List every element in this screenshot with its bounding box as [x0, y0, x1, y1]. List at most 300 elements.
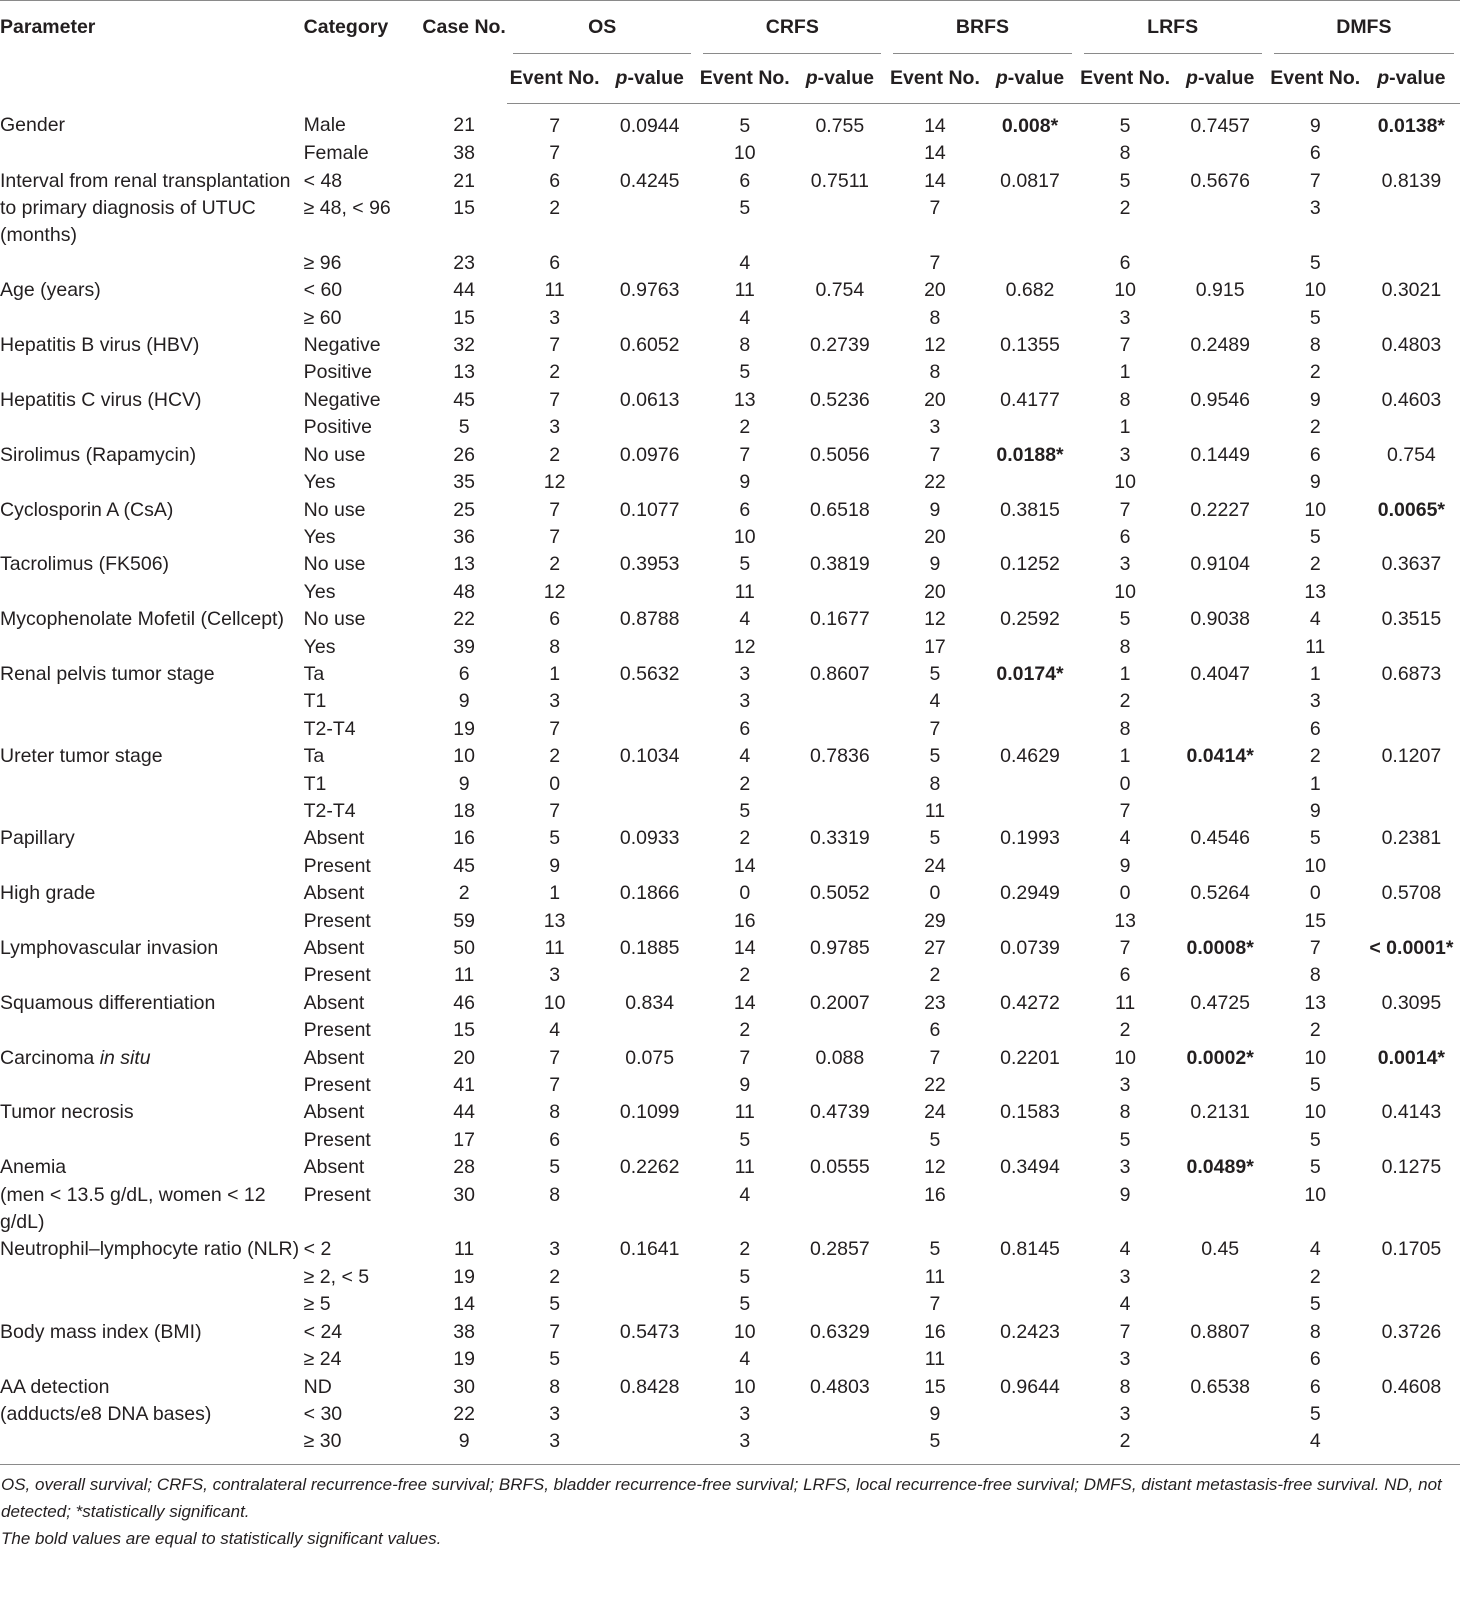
- table-row: [0, 277, 1460, 304]
- cell-brfs-p-value: [982, 195, 1077, 250]
- cell-dmfs-p-value: 0.4603: [1381, 388, 1442, 411]
- cell-dmfs-event-no: 2: [1309, 745, 1321, 768]
- cell-category: Ta: [303, 745, 325, 768]
- cell-crfs-p-value: [792, 1127, 887, 1154]
- table-row: [0, 1045, 1460, 1072]
- cell-os-p-value: 0.4245: [619, 169, 680, 192]
- cell-brfs-event-no: 12: [924, 608, 946, 631]
- cell-dmfs-p-value: 0.1705: [1381, 1238, 1442, 1261]
- cell-dmfs-event-no: 6: [1309, 443, 1321, 466]
- cell-brfs-event-no: 8: [929, 306, 941, 329]
- cell-parameter: [0, 140, 304, 167]
- cell-os-p-value: 0.0933: [619, 827, 680, 850]
- cell-os-event-no: 7: [549, 334, 561, 357]
- footnote-abbreviations: OS, overall survival; CRFS, contralateral recurrence-free survival; BRFS, bladder recurrence-free survival; LRFS, local recurrence-free survival; DMFS, distant metastasis-free survival. ND, not detected; *statistically significant.: [1, 1474, 1442, 1521]
- table-row: [0, 962, 1460, 989]
- cell-os-event-no: 8: [549, 1183, 561, 1206]
- cell-parameter: [0, 634, 304, 661]
- cell-brfs-p-value: [982, 1291, 1077, 1318]
- cell-crfs-p-value: 0.4803: [810, 1375, 870, 1398]
- cell-dmfs-p-value: 0.754: [1386, 443, 1436, 466]
- cell-category: Female: [303, 142, 369, 165]
- cell-lrfs-p-value: [1173, 771, 1268, 798]
- cell-lrfs-p-value: 0.0414*: [1186, 745, 1254, 768]
- cell-brfs-p-value: 0.4272: [1000, 991, 1060, 1014]
- cell-case-no: 20: [453, 1046, 475, 1069]
- cell-brfs-event-no: 5: [929, 1238, 941, 1261]
- cell-case-no: 30: [453, 1183, 475, 1206]
- table-row: [0, 469, 1460, 496]
- cell-crfs-p-value: [792, 853, 887, 880]
- cell-os-event-no: 8: [549, 635, 561, 658]
- cell-dmfs-p-value: 0.3021: [1381, 279, 1442, 302]
- cell-os-p-value: [602, 359, 697, 386]
- cell-lrfs-p-value: [1173, 579, 1268, 606]
- cell-dmfs-event-no: 1: [1309, 772, 1321, 795]
- cell-category: Absent: [303, 1101, 365, 1124]
- cell-brfs-p-value: [982, 1182, 1077, 1237]
- cell-brfs-p-value: 0.0188*: [996, 443, 1064, 466]
- table-row: [0, 853, 1460, 880]
- cell-brfs-event-no: 7: [929, 251, 941, 274]
- cell-lrfs-p-value: 0.4546: [1190, 827, 1250, 850]
- cell-brfs-p-value: 0.0174*: [996, 662, 1064, 685]
- cell-os-p-value: [602, 634, 697, 661]
- cell-crfs-p-value: [792, 1017, 887, 1044]
- table-row: [0, 103, 1460, 140]
- cell-category: No use: [303, 443, 366, 466]
- cell-crfs-p-value: 0.2007: [810, 991, 870, 1014]
- cell-lrfs-p-value: 0.45: [1201, 1238, 1240, 1261]
- cell-lrfs-p-value: 0.1449: [1190, 443, 1250, 466]
- cell-parameter: [0, 1017, 304, 1044]
- cell-dmfs-p-value: 0.6873: [1381, 662, 1442, 685]
- cell-crfs-p-value: 0.3819: [810, 553, 870, 576]
- cell-crfs-event-no: 4: [739, 306, 751, 329]
- cell-lrfs-event-no: 0: [1119, 882, 1131, 905]
- cell-dmfs-event-no: 8: [1309, 1320, 1321, 1343]
- cell-parameter: [0, 1291, 304, 1318]
- cell-lrfs-p-value: [1173, 140, 1268, 167]
- cell-dmfs-p-value: [1363, 908, 1460, 935]
- cell-os-event-no: 7: [549, 1074, 561, 1097]
- table-row: [0, 1072, 1460, 1099]
- cell-brfs-event-no: 14: [924, 142, 946, 165]
- cell-crfs-p-value: 0.7836: [810, 745, 870, 768]
- cell-category: < 24: [303, 1320, 343, 1343]
- cell-dmfs-p-value: [1363, 688, 1460, 715]
- table-row: [0, 1127, 1460, 1154]
- table-row: [0, 1264, 1460, 1291]
- cell-parameter: Neutrophil–lymphocyte ratio (NLR): [0, 1238, 300, 1261]
- cell-category: ≥ 2, < 5: [303, 1265, 370, 1288]
- cell-dmfs-event-no: 9: [1309, 799, 1321, 822]
- cell-dmfs-p-value: [1363, 195, 1460, 250]
- cell-os-p-value: 0.1034: [619, 745, 680, 768]
- cell-lrfs-p-value: 0.2131: [1190, 1101, 1250, 1124]
- cell-category: Yes: [303, 580, 336, 603]
- cell-case-no: 11: [454, 964, 475, 987]
- cell-parameter: [0, 688, 304, 715]
- cell-dmfs-event-no: 10: [1304, 279, 1327, 302]
- cell-os-event-no: 3: [549, 416, 561, 439]
- table-footnotes: [0, 1471, 1460, 1552]
- cell-category: Present: [303, 1183, 371, 1206]
- cell-crfs-event-no: 11: [734, 279, 755, 302]
- cell-os-p-value: [602, 1428, 697, 1464]
- cell-case-no: 21: [453, 114, 475, 137]
- cell-brfs-p-value: 0.2201: [1000, 1046, 1060, 1069]
- cell-dmfs-p-value: [1363, 634, 1460, 661]
- cell-lrfs-event-no: 7: [1119, 799, 1131, 822]
- cell-crfs-event-no: 4: [739, 1183, 751, 1206]
- cell-crfs-p-value: [792, 1401, 887, 1428]
- cell-category: < 60: [303, 279, 343, 302]
- subheader-p-value-brfs: p-value: [982, 54, 1077, 103]
- cell-crfs-p-value: 0.5052: [810, 882, 870, 905]
- cell-lrfs-event-no: 3: [1119, 1348, 1131, 1371]
- cell-category: Present: [303, 964, 371, 987]
- cell-crfs-event-no: 10: [733, 525, 756, 548]
- cell-os-event-no: 7: [549, 142, 561, 165]
- table-row: [0, 387, 1460, 414]
- cell-crfs-event-no: 5: [739, 799, 751, 822]
- cell-lrfs-p-value: [1173, 414, 1268, 441]
- cell-dmfs-p-value: < 0.0001*: [1369, 937, 1454, 959]
- cell-lrfs-p-value: [1173, 1264, 1268, 1291]
- cell-parameter: Squamous differentiation: [0, 991, 216, 1014]
- cell-case-no: 9: [458, 772, 470, 795]
- cell-brfs-event-no: 7: [929, 197, 941, 220]
- cell-case-no: 15: [453, 197, 475, 220]
- cell-lrfs-p-value: [1173, 524, 1268, 551]
- cell-os-p-value: [602, 579, 697, 606]
- cell-os-p-value: 0.1099: [619, 1101, 680, 1124]
- cell-os-p-value: [602, 524, 697, 551]
- cell-lrfs-p-value: [1173, 1346, 1268, 1373]
- cell-brfs-event-no: 20: [924, 388, 946, 411]
- cell-lrfs-event-no: 10: [1114, 471, 1136, 494]
- cell-lrfs-event-no: 7: [1119, 1320, 1131, 1343]
- cell-lrfs-event-no: 13: [1114, 909, 1136, 932]
- cell-category: Present: [303, 909, 371, 932]
- cell-parameter: Hepatitis C virus (HCV): [0, 388, 202, 411]
- cell-crfs-event-no: 2: [739, 416, 751, 439]
- cell-lrfs-p-value: [1173, 469, 1268, 496]
- cell-category: ND: [303, 1375, 332, 1398]
- cell-crfs-p-value: [792, 962, 887, 989]
- cell-case-no: 48: [453, 580, 475, 603]
- table-row: [0, 606, 1460, 633]
- cell-os-p-value: [602, 771, 697, 798]
- table-row: [0, 880, 1460, 907]
- cell-brfs-p-value: 0.3815: [1000, 498, 1060, 521]
- cell-os-event-no: 5: [549, 1156, 561, 1179]
- cell-brfs-p-value: 0.0739: [1000, 937, 1060, 959]
- cell-lrfs-p-value: 0.6538: [1190, 1375, 1250, 1398]
- cell-os-p-value: [602, 688, 697, 715]
- cell-crfs-event-no: 5: [739, 1128, 751, 1151]
- table-row: [0, 771, 1460, 798]
- cell-case-no: 16: [453, 827, 475, 850]
- cell-crfs-p-value: [792, 1346, 887, 1373]
- cell-category: Absent: [303, 827, 365, 850]
- cell-os-p-value: [602, 908, 697, 935]
- cell-case-no: 18: [453, 799, 475, 822]
- cell-dmfs-event-no: 7: [1309, 937, 1321, 959]
- cell-crfs-event-no: 5: [739, 361, 751, 384]
- cell-dmfs-event-no: 0: [1309, 882, 1321, 905]
- cell-os-event-no: 5: [549, 1348, 561, 1371]
- cell-lrfs-p-value: 0.4725: [1190, 991, 1250, 1014]
- cell-case-no: 9: [458, 690, 470, 713]
- cell-lrfs-p-value: [1173, 1127, 1268, 1154]
- cell-os-event-no: 1: [549, 882, 561, 905]
- cell-category: < 2: [303, 1238, 332, 1261]
- cell-brfs-p-value: [982, 1428, 1077, 1464]
- cell-brfs-p-value: [982, 469, 1077, 496]
- cell-crfs-p-value: [792, 524, 887, 551]
- cell-dmfs-event-no: 10: [1304, 854, 1327, 877]
- cell-dmfs-event-no: 5: [1309, 1156, 1321, 1179]
- cell-brfs-event-no: 5: [887, 1428, 982, 1464]
- cell-crfs-p-value: 0.6518: [810, 498, 870, 521]
- table-row: [0, 1291, 1460, 1318]
- cell-lrfs-event-no: 5: [1119, 1128, 1131, 1151]
- cell-parameter: [0, 908, 304, 935]
- table-row: [0, 168, 1460, 195]
- cell-crfs-p-value: 0.1677: [810, 608, 870, 631]
- cell-os-event-no: 2: [549, 361, 561, 384]
- cell-lrfs-event-no: 6: [1119, 251, 1131, 274]
- cell-crfs-event-no: 5: [739, 1265, 751, 1288]
- cell-case-no: 25: [453, 498, 475, 521]
- cell-crfs-event-no: 4: [739, 1348, 751, 1371]
- cell-dmfs-p-value: [1363, 853, 1460, 880]
- cell-parameter: [0, 250, 304, 277]
- cell-dmfs-event-no: 5: [1309, 827, 1321, 850]
- cell-category: ≥ 48, < 96: [303, 197, 391, 220]
- cell-dmfs-event-no: 10: [1304, 1101, 1327, 1124]
- cell-brfs-event-no: 5: [929, 662, 941, 685]
- cell-crfs-event-no: 4: [739, 608, 751, 631]
- cell-dmfs-event-no: 3: [1309, 690, 1321, 713]
- header-parameter: Parameter: [0, 1, 304, 104]
- cell-brfs-event-no: 9: [929, 498, 941, 521]
- cell-dmfs-p-value: [1363, 716, 1460, 743]
- cell-lrfs-p-value: [1173, 1072, 1268, 1099]
- cell-lrfs-event-no: 11: [1114, 991, 1136, 1014]
- cell-parameter: (adducts/e8 DNA bases): [0, 1402, 212, 1425]
- cell-dmfs-p-value: 0.2381: [1381, 827, 1442, 850]
- cell-brfs-event-no: 9: [929, 553, 941, 576]
- cell-os-p-value: 0.5473: [619, 1320, 680, 1343]
- cell-crfs-event-no: 9: [739, 1074, 751, 1097]
- cell-os-p-value: [602, 1401, 697, 1428]
- cell-dmfs-p-value: 0.3726: [1381, 1320, 1442, 1343]
- cell-brfs-p-value: [982, 305, 1077, 332]
- cell-dmfs-p-value: 0.3637: [1381, 553, 1442, 576]
- cell-dmfs-p-value: [1363, 359, 1460, 386]
- cell-crfs-event-no: 3: [739, 1402, 751, 1425]
- table-row: [0, 1374, 1460, 1401]
- cell-lrfs-event-no: 9: [1119, 854, 1131, 877]
- cell-lrfs-event-no: 8: [1119, 1375, 1131, 1398]
- cell-category: < 30: [303, 1402, 343, 1425]
- subheader-p-value-dmfs: p-value: [1363, 54, 1460, 103]
- cell-dmfs-p-value: [1363, 579, 1460, 606]
- cell-os-event-no: 6: [549, 251, 561, 274]
- cell-crfs-event-no: 7: [739, 1046, 751, 1069]
- table-row: [0, 935, 1460, 962]
- cell-lrfs-p-value: [1173, 1428, 1268, 1464]
- cell-category: Present: [303, 1128, 371, 1151]
- subheader-event-no-lrfs: Event No.: [1078, 54, 1173, 103]
- cell-brfs-event-no: 24: [924, 1101, 946, 1124]
- table-row: [0, 497, 1460, 524]
- cell-dmfs-event-no: 5: [1309, 306, 1321, 329]
- cell-parameter: (men < 13.5 g/dL, women < 12 g/dL): [0, 1183, 266, 1234]
- cell-case-no: 17: [453, 1128, 475, 1151]
- cell-case-no: 10: [453, 745, 475, 768]
- cell-parameter: Gender: [0, 114, 66, 137]
- cell-dmfs-p-value: 0.0065*: [1377, 498, 1446, 521]
- cell-crfs-p-value: [792, 469, 887, 496]
- cell-crfs-event-no: 5: [739, 114, 751, 137]
- cell-brfs-event-no: 8: [929, 361, 941, 384]
- cell-brfs-p-value: 0.3494: [1000, 1156, 1060, 1179]
- cell-os-p-value: [602, 250, 697, 277]
- cell-dmfs-event-no: 10: [1304, 498, 1327, 521]
- table-row: [0, 908, 1460, 935]
- cell-brfs-event-no: 0: [929, 882, 941, 905]
- cell-lrfs-p-value: 0.915: [1195, 279, 1245, 302]
- cell-crfs-event-no: 2: [739, 964, 751, 987]
- cell-crfs-p-value: [792, 414, 887, 441]
- cell-lrfs-p-value: [1173, 908, 1268, 935]
- cell-crfs-event-no: 3: [739, 662, 751, 685]
- cell-dmfs-event-no: 13: [1304, 991, 1327, 1014]
- cell-brfs-p-value: 0.1583: [1000, 1101, 1060, 1124]
- cell-brfs-event-no: 2: [929, 964, 941, 987]
- cell-lrfs-event-no: 5: [1119, 608, 1131, 631]
- cell-parameter: Tacrolimus (FK506): [0, 553, 170, 576]
- cell-brfs-p-value: [982, 771, 1077, 798]
- cell-os-event-no: 3: [549, 306, 561, 329]
- cell-lrfs-p-value: [1173, 962, 1268, 989]
- cell-dmfs-event-no: 10: [1304, 1183, 1327, 1206]
- cell-dmfs-p-value: [1363, 1346, 1460, 1373]
- cell-brfs-event-no: 7: [929, 1293, 941, 1316]
- cell-parameter: [0, 414, 304, 441]
- cell-crfs-p-value: [792, 140, 887, 167]
- cell-dmfs-p-value: [1363, 1264, 1460, 1291]
- cell-category: Negative: [303, 334, 381, 357]
- cell-crfs-event-no: 6: [739, 169, 751, 192]
- cell-lrfs-event-no: 4: [1119, 1238, 1131, 1261]
- cell-dmfs-event-no: 2: [1309, 1019, 1321, 1042]
- cell-dmfs-event-no: 2: [1309, 553, 1321, 576]
- cell-parameter: Ureter tumor stage: [0, 745, 163, 768]
- cell-parameter: Renal pelvis tumor stage: [0, 662, 215, 685]
- cell-os-p-value: 0.3953: [619, 553, 680, 576]
- cell-dmfs-p-value: 0.5708: [1381, 882, 1442, 905]
- cell-os-event-no: 3: [549, 690, 561, 713]
- header-case-no: Case No.: [421, 1, 507, 104]
- cell-parameter: [0, 469, 304, 496]
- cell-dmfs-p-value: [1363, 524, 1460, 551]
- cell-parameter: [0, 1264, 304, 1291]
- cell-os-event-no: 2: [549, 197, 561, 220]
- cell-crfs-event-no: 14: [733, 991, 756, 1014]
- cell-category: < 48: [303, 169, 343, 192]
- cell-case-no: 41: [453, 1074, 475, 1097]
- cell-parameter: Age (years): [0, 279, 101, 302]
- cell-parameter: [0, 1072, 304, 1099]
- cell-dmfs-event-no: 4: [1268, 1428, 1363, 1464]
- cell-os-event-no: 12: [543, 471, 566, 494]
- cell-lrfs-event-no: 3: [1119, 1074, 1131, 1097]
- cell-case-no: 6: [458, 662, 470, 685]
- cell-brfs-p-value: 0.1993: [1000, 827, 1060, 850]
- cell-brfs-event-no: 4: [929, 690, 941, 713]
- cell-brfs-event-no: 11: [924, 799, 946, 822]
- cell-brfs-event-no: 7: [929, 443, 941, 466]
- cell-brfs-event-no: 22: [924, 1074, 946, 1097]
- cell-brfs-event-no: 6: [929, 1019, 941, 1042]
- cell-brfs-p-value: 0.1355: [1000, 334, 1060, 357]
- cell-lrfs-p-value: 0.9038: [1190, 608, 1250, 631]
- cell-os-event-no: 7: [549, 717, 561, 740]
- cell-dmfs-event-no: 6: [1309, 1348, 1321, 1371]
- table-row: [0, 990, 1460, 1017]
- cell-parameter: [0, 305, 304, 332]
- cell-parameter: [0, 798, 304, 825]
- table-header: [0, 1, 1460, 104]
- cell-parameter: Cyclosporin A (CsA): [0, 498, 174, 521]
- cell-case-no: 32: [453, 334, 475, 357]
- cell-os-p-value: 0.9763: [619, 279, 680, 302]
- footnote-bold-values: The bold values are equal to statistically significant values.: [1, 1528, 442, 1548]
- cell-os-event-no: 3: [549, 1238, 561, 1261]
- cell-category: Yes: [303, 471, 336, 494]
- cell-crfs-p-value: [792, 250, 887, 277]
- cell-os-p-value: [602, 469, 697, 496]
- cell-brfs-p-value: [982, 1072, 1077, 1099]
- cell-parameter: [0, 1428, 304, 1464]
- cell-dmfs-event-no: 5: [1309, 1074, 1321, 1097]
- cell-brfs-event-no: 29: [924, 909, 946, 932]
- cell-os-event-no: 6: [549, 608, 561, 631]
- cell-crfs-p-value: [792, 195, 887, 250]
- cell-crfs-p-value: [792, 1291, 887, 1318]
- cell-brfs-p-value: [982, 1401, 1077, 1428]
- cell-dmfs-event-no: 5: [1309, 1402, 1321, 1425]
- header-group-os: OS: [507, 1, 697, 55]
- cell-crfs-p-value: 0.0555: [810, 1156, 870, 1179]
- cell-crfs-event-no: 5: [739, 1293, 751, 1316]
- cell-os-event-no: 7: [549, 1046, 561, 1069]
- cell-lrfs-event-no: 8: [1119, 142, 1131, 165]
- cell-crfs-p-value: [792, 1264, 887, 1291]
- cell-parameter: Anemia: [0, 1156, 67, 1179]
- cell-os-p-value: 0.5632: [619, 662, 680, 685]
- cell-brfs-p-value: [982, 962, 1077, 989]
- cell-dmfs-event-no: 2: [1309, 361, 1321, 384]
- cell-dmfs-event-no: 13: [1304, 580, 1327, 603]
- cell-lrfs-event-no: 6: [1119, 525, 1131, 548]
- cell-brfs-p-value: [982, 716, 1077, 743]
